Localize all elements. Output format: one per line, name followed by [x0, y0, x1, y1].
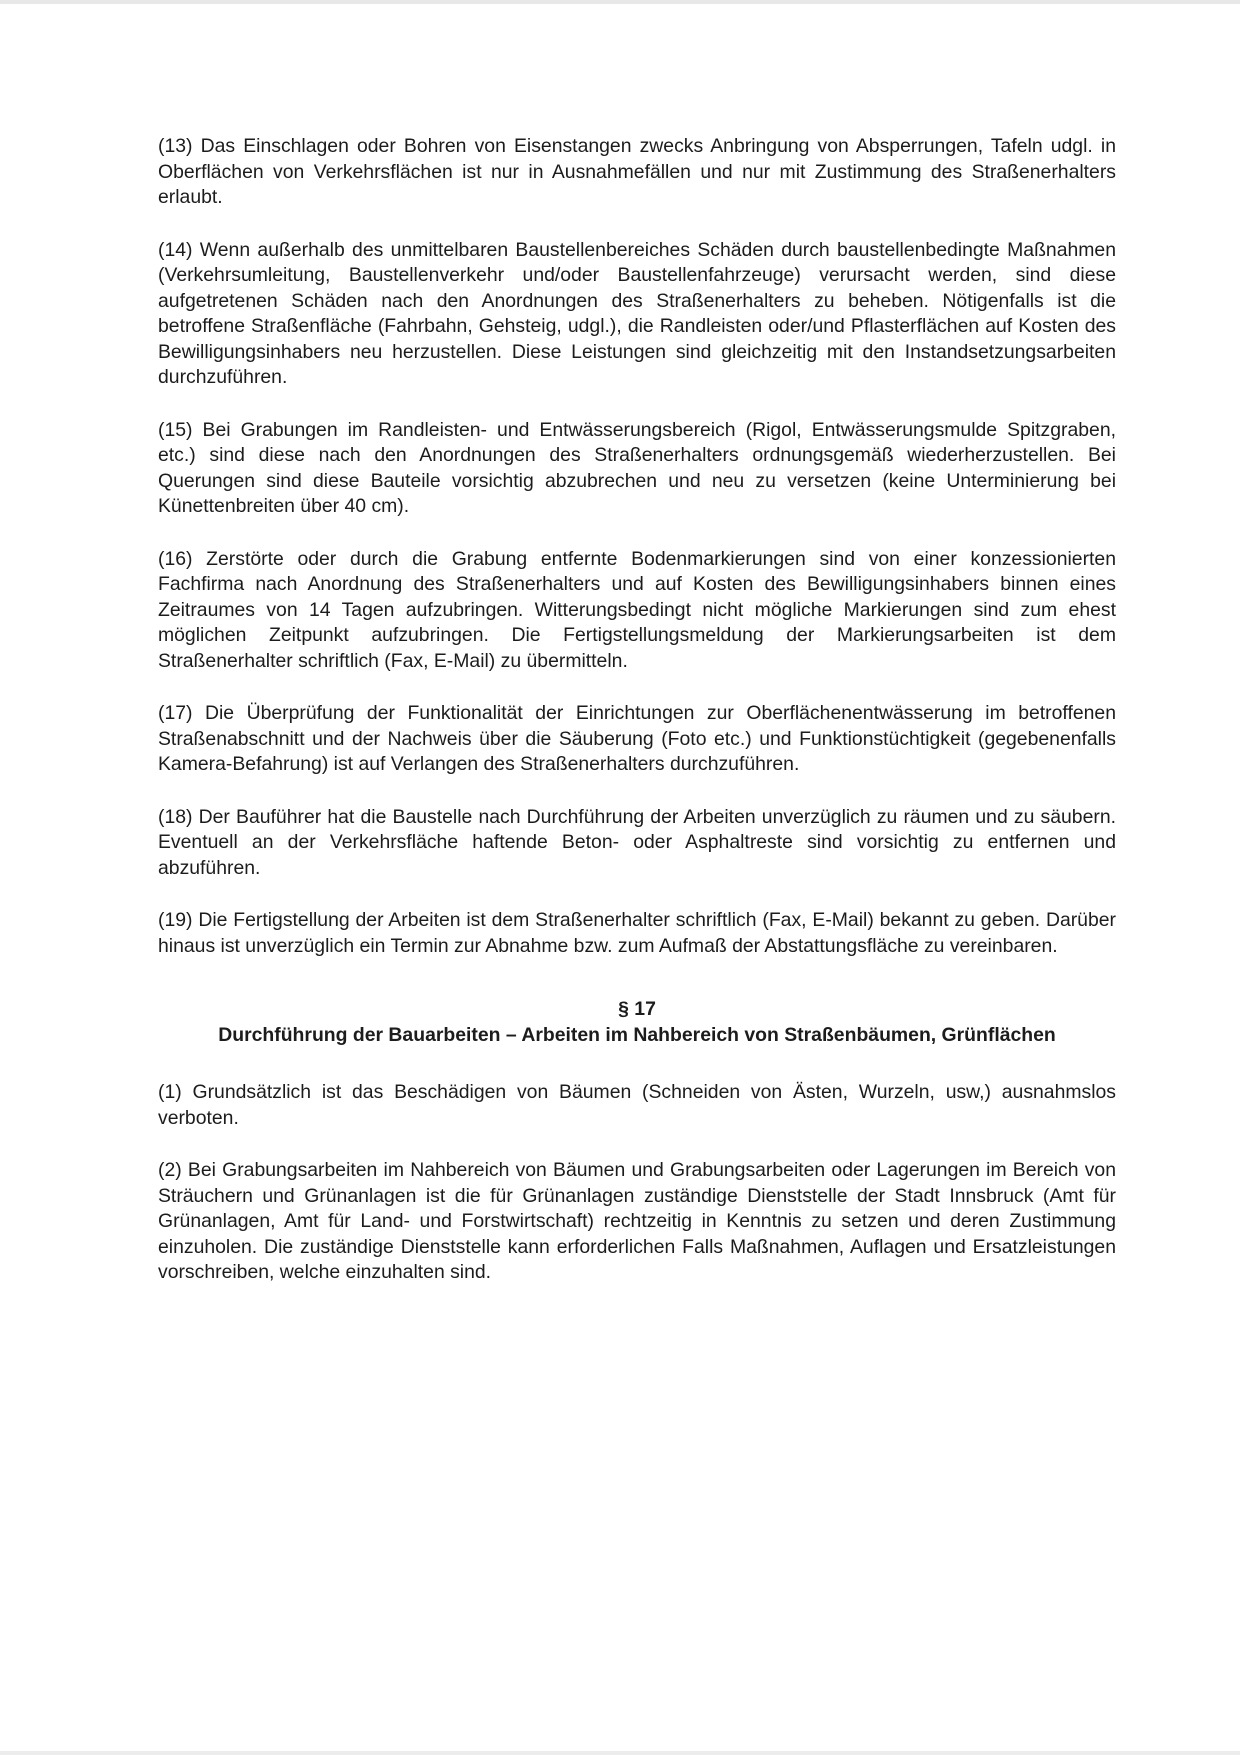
paragraph-17: (17) Die Überprüfung der Funktionalität der Einrichtungen zur Oberflächenentwässerung im betroffenen Straßenabschnitt und der Nachweis über die Säuberung (Foto etc.) und Funktionstüchtigkeit (gegebenenfalls Kamera-Befahrung) ist auf Verlangen des Straßenerhalters durchzuführen.	[158, 702, 1116, 775]
page-top-edge	[0, 0, 1240, 4]
document-body	[158, 134, 1116, 1313]
paragraph-13: (13) Das Einschlagen oder Bohren von Eisenstangen zwecks Anbringung von Absperrungen, Tafeln udgl. in Oberflächen von Verkehrsflächen ist nur in Ausnahmefällen und nur mit Zustimmung des Straßenerhalters erlaubt.	[158, 135, 1116, 208]
section-number: § 17	[618, 998, 656, 1020]
paragraph-19: (19) Die Fertigstellung der Arbeiten ist dem Straßenerhalter schriftlich (Fax, E-Mail) bekannt zu geben. Darüber hinaus ist unverzüglich ein Termin zur Abnahme bzw. zum Aufmaß der Abstattungsfläche zu vereinbaren.	[158, 909, 1116, 957]
paragraph-14: (14) Wenn außerhalb des unmittelbaren Baustellenbereiches Schäden durch baustellenbedingte Maßnahmen (Verkehrsumleitung, Baustellenverkehr und/oder Baustellenfahrzeuge) verursacht werden, sind diese aufgetretenen Schäden nach den Anordnungen des Straßenerhalters zu beheben. Nötigenfalls ist die betroffene Straßenfläche (Fahrbahn, Gehsteig, udgl.), die Randleisten oder/und Pflasterflächen auf Kosten des Bewilligungsinhabers neu herzustellen. Diese Leistungen sind gleichzeitig mit den Instandsetzungsarbeiten durchzuführen.	[158, 238, 1116, 388]
page-bottom-edge	[0, 1751, 1240, 1755]
paragraph-15: (15) Bei Grabungen im Randleisten- und Entwässerungsbereich (Rigol, Entwässerungsmulde Spitzgraben, etc.) sind diese nach den Anordnungen des Straßenerhalters ordnungsgemäß wiederherzustellen. Bei Querungen sind diese Bauteile vorsichtig abzubrechen und neu zu versetzen (keine Unterminierung bei Künettenbreiten über 40 cm).	[158, 418, 1116, 517]
section-title: Durchführung der Bauarbeiten – Arbeiten im Nahbereich von Straßenbäumen, Grünflächen	[218, 1023, 1056, 1046]
section-heading	[158, 997, 1116, 1048]
paragraph-1: (1) Grundsätzlich ist das Beschädigen von Bäumen (Schneiden von Ästen, Wurzeln, usw,) ausnahmslos verboten.	[158, 1081, 1116, 1129]
paragraph-18: (18) Der Bauführer hat die Baustelle nach Durchführung der Arbeiten unverzüglich zu räumen und zu säubern. Eventuell an der Verkehrsfläche haftende Beton- oder Asphaltreste sind vorsichtig zu entfernen und abzuführen.	[158, 805, 1116, 879]
paragraph-16: (16) Zerstörte oder durch die Grabung entfernte Bodenmarkierungen sind von einer konzessionierten Fachfirma nach Anordnung des Straßenerhalters und auf Kosten des Bewilligungsinhabers binnen eines Zeitraumes von 14 Tagen aufzubringen. Witterungsbedingt nicht mögliche Markierungen sind zum ehest möglichen Zeitpunkt aufzubringen. Die Fertigstellungsmeldung der Markierungsarbeiten ist dem Straßenerhalter schriftlich (Fax, E-Mail) zu übermitteln.	[158, 547, 1116, 672]
paragraph-2: (2) Bei Grabungsarbeiten im Nahbereich von Bäumen und Grabungsarbeiten oder Lagerungen im Bereich von Sträuchern und Grünanlagen ist die für Grünanlagen zuständige Dienststelle der Stadt Innsbruck (Amt für Grünanlagen, Amt für Land- und Forstwirtschaft) rechtzeitig in Kenntnis zu setzen und deren Zustimmung einzuholen. Die zuständige Dienststelle kann erforderlichen Falls Maßnahmen, Auflagen und Ersatzleistungen vorschreiben, welche einzuhalten sind.	[158, 1159, 1116, 1283]
